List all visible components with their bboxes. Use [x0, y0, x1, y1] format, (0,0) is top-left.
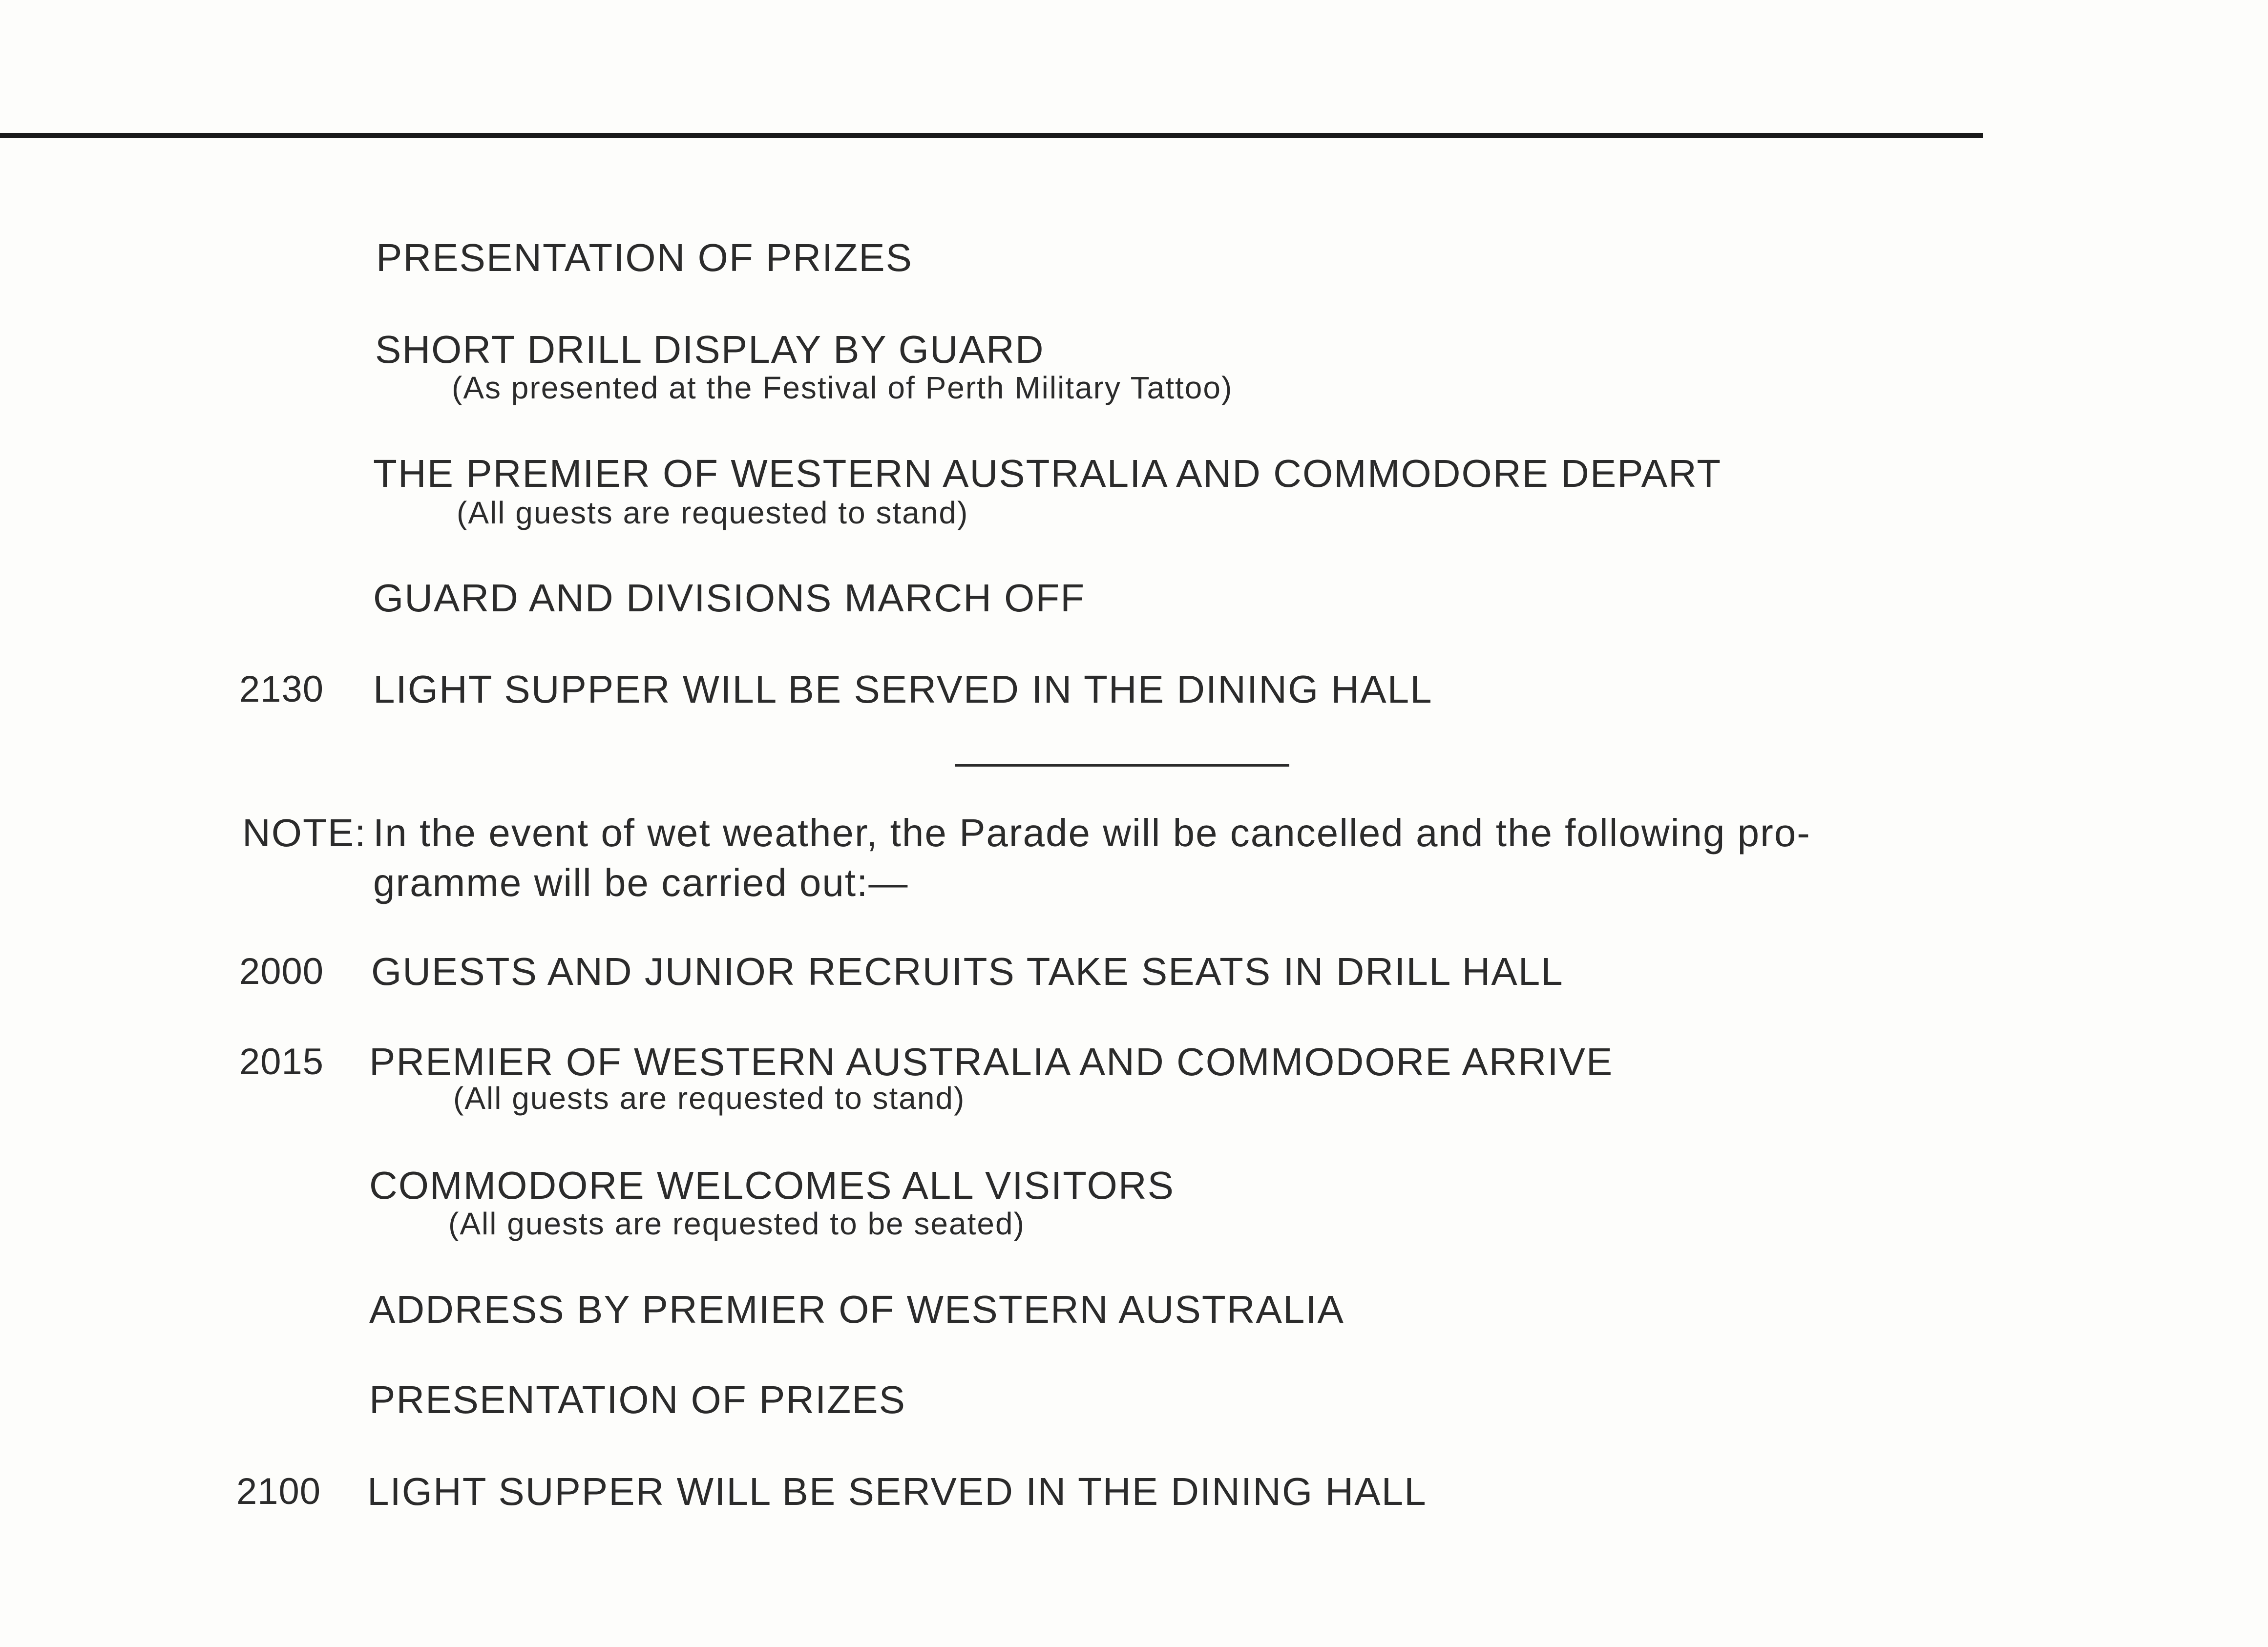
item-time: 2015 — [239, 1041, 324, 1083]
note-label: NOTE: — [242, 811, 367, 855]
item-time: 2100 — [236, 1471, 321, 1512]
item-title: COMMODORE WELCOMES ALL VISITORS — [369, 1164, 1175, 1207]
item-subtitle: (As presented at the Festival of Perth Military Tattoo) — [452, 370, 1233, 405]
item-title: GUESTS AND JUNIOR RECRUITS TAKE SEATS IN DRILL HALL — [371, 950, 1564, 993]
item-title: LIGHT SUPPER WILL BE SERVED IN THE DINING HALL — [373, 667, 1433, 711]
item-title: PRESENTATION OF PRIZES — [376, 236, 913, 279]
note-text-line2: gramme will be carried out:— — [373, 861, 909, 904]
item-title: SHORT DRILL DISPLAY BY GUARD — [375, 328, 1045, 371]
section-divider — [955, 764, 1289, 767]
item-title: ADDRESS BY PREMIER OF WESTERN AUSTRALIA — [369, 1288, 1344, 1331]
note-text-line1: In the event of wet weather, the Parade will be cancelled and the following pro- — [373, 811, 1811, 855]
item-title: PRESENTATION OF PRIZES — [369, 1378, 906, 1421]
item-subtitle: (All guests are requested to stand) — [453, 1081, 966, 1116]
item-time: 2000 — [239, 951, 324, 992]
item-subtitle: (All guests are requested to be seated) — [448, 1206, 1025, 1241]
item-title: THE PREMIER OF WESTERN AUSTRALIA AND COMMODORE DEPART — [373, 452, 1722, 495]
item-title: PREMIER OF WESTERN AUSTRALIA AND COMMODORE ARRIVE — [369, 1040, 1614, 1084]
item-time: 2130 — [239, 668, 324, 710]
wet-weather-note — [242, 808, 2000, 908]
item-title: GUARD AND DIVISIONS MARCH OFF — [373, 576, 1086, 620]
item-title: LIGHT SUPPER WILL BE SERVED IN THE DINING HALL — [367, 1470, 1427, 1513]
top-rule — [0, 133, 1983, 138]
item-subtitle: (All guests are requested to stand) — [457, 495, 969, 530]
